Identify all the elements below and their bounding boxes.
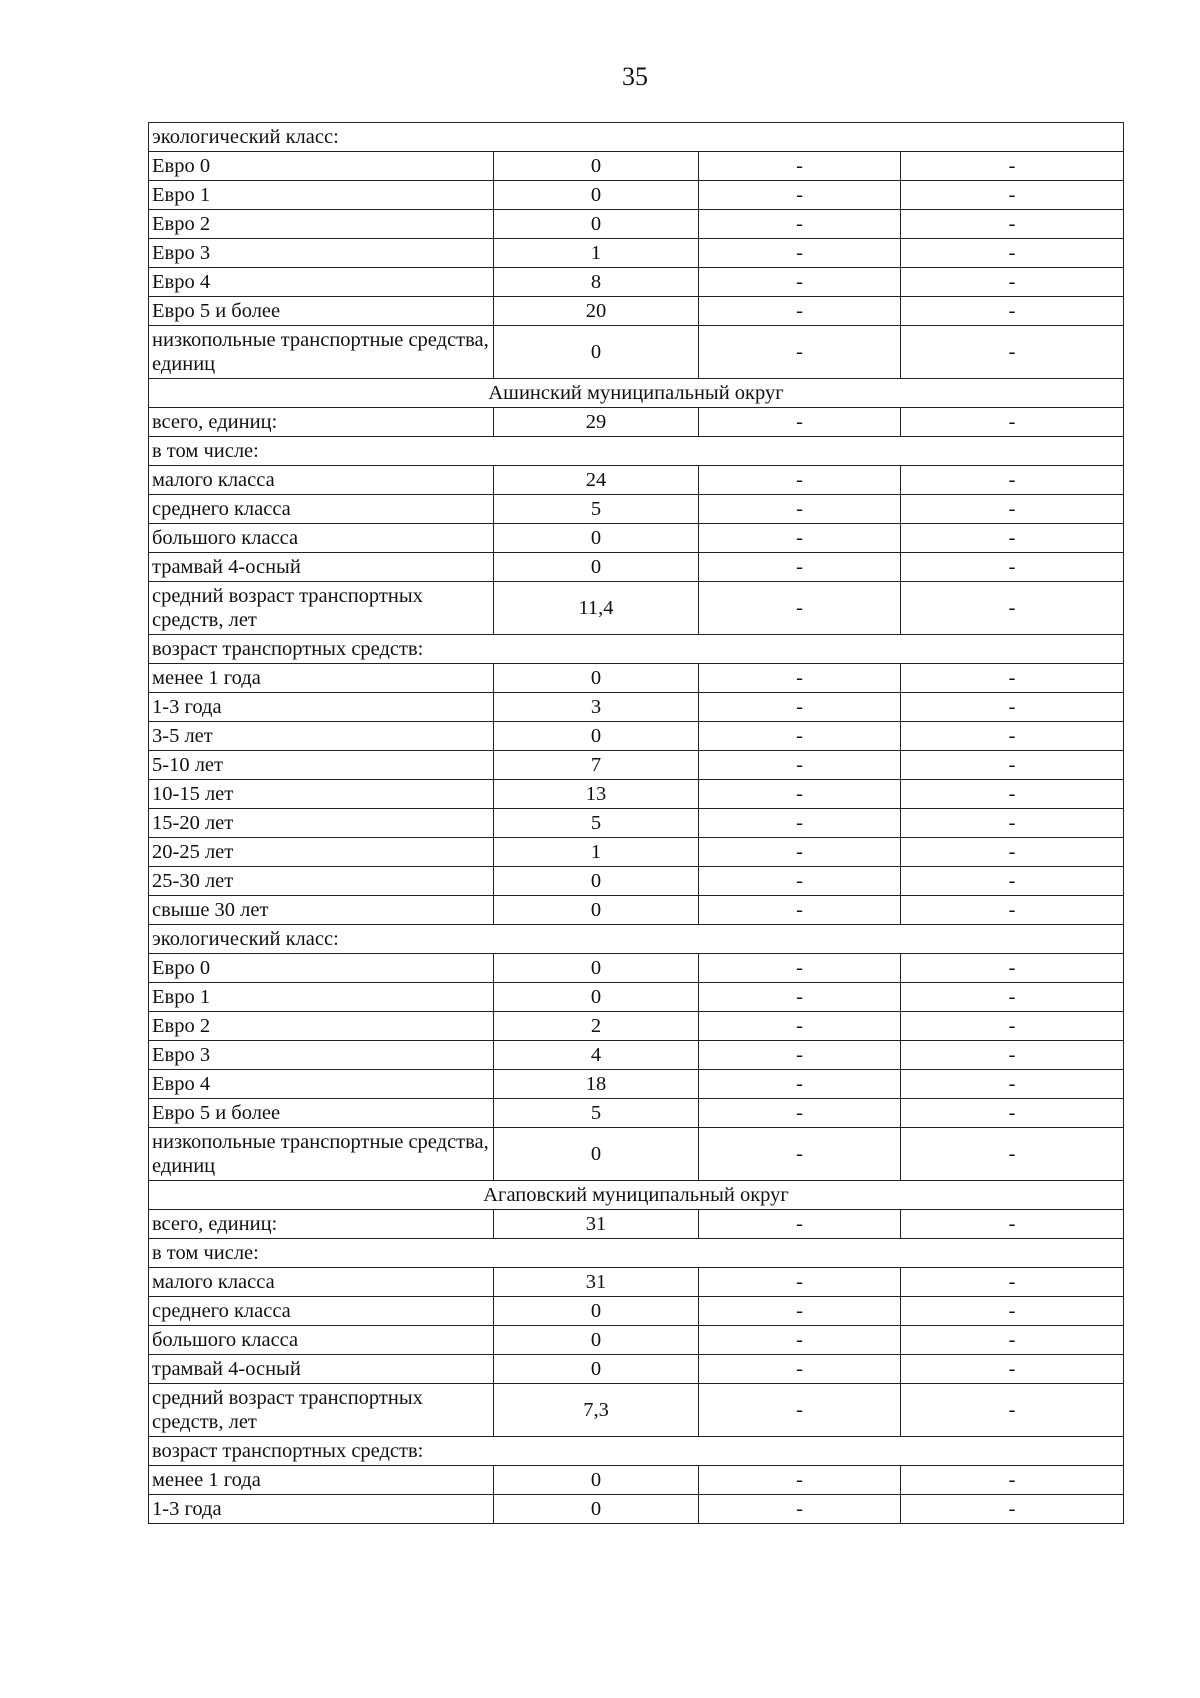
- row-value: 31: [494, 1268, 699, 1297]
- row-value: 29: [494, 408, 699, 437]
- table-row: [149, 1070, 1124, 1099]
- row-value: 7: [494, 751, 699, 780]
- row-col4: -: [901, 1466, 1124, 1495]
- row-col4: -: [901, 268, 1124, 297]
- row-col4: -: [901, 1355, 1124, 1384]
- row-label: средний возраст транспортных средств, лет: [149, 1384, 494, 1437]
- row-col4: -: [901, 1012, 1124, 1041]
- row-col4: -: [901, 582, 1124, 635]
- row-col4: -: [901, 1210, 1124, 1239]
- row-col4: -: [901, 326, 1124, 379]
- table-row: [149, 326, 1124, 379]
- row-label: низкопольные транспортные средства, единиц: [149, 1128, 494, 1181]
- table-row: [149, 809, 1124, 838]
- row-col4: -: [901, 210, 1124, 239]
- section-header-row: [149, 1181, 1124, 1210]
- row-col4: -: [901, 1326, 1124, 1355]
- row-label: среднего класса: [149, 1297, 494, 1326]
- table-row: [149, 1466, 1124, 1495]
- group-label-row: [149, 1437, 1124, 1466]
- row-col4: -: [901, 553, 1124, 582]
- row-col4: -: [901, 466, 1124, 495]
- row-value: 0: [494, 664, 699, 693]
- row-col4: -: [901, 495, 1124, 524]
- row-col3: -: [699, 896, 901, 925]
- row-col3: -: [699, 582, 901, 635]
- row-value: 0: [494, 1355, 699, 1384]
- row-value: 0: [494, 152, 699, 181]
- row-value: 0: [494, 1128, 699, 1181]
- table-row: [149, 1012, 1124, 1041]
- row-value: 5: [494, 1099, 699, 1128]
- table-row: [149, 297, 1124, 326]
- row-value: 7,3: [494, 1384, 699, 1437]
- row-col3: -: [699, 181, 901, 210]
- section-title: Ашинский муниципальный округ: [149, 379, 1124, 408]
- table-row: [149, 1099, 1124, 1128]
- row-col4: -: [901, 896, 1124, 925]
- row-label: 3-5 лет: [149, 722, 494, 751]
- row-value: 0: [494, 983, 699, 1012]
- group-label: в том числе:: [149, 1239, 1124, 1268]
- row-col3: -: [699, 1355, 901, 1384]
- row-value: 5: [494, 809, 699, 838]
- row-col4: -: [901, 1495, 1124, 1524]
- row-col3: -: [699, 1384, 901, 1437]
- table-row: [149, 664, 1124, 693]
- row-col3: -: [699, 780, 901, 809]
- row-value: 0: [494, 181, 699, 210]
- row-col3: -: [699, 809, 901, 838]
- table-body: [149, 123, 1124, 1524]
- table-row: [149, 210, 1124, 239]
- row-label: Евро 0: [149, 954, 494, 983]
- table-row: [149, 1384, 1124, 1437]
- row-col3: -: [699, 1495, 901, 1524]
- row-col4: -: [901, 181, 1124, 210]
- table-row: [149, 751, 1124, 780]
- row-value: 0: [494, 553, 699, 582]
- group-label: в том числе:: [149, 437, 1124, 466]
- row-col3: -: [699, 1268, 901, 1297]
- row-col4: -: [901, 1297, 1124, 1326]
- row-value: 0: [494, 722, 699, 751]
- row-col4: -: [901, 1099, 1124, 1128]
- group-label: экологический класс:: [149, 925, 1124, 954]
- table-row: [149, 1297, 1124, 1326]
- row-label: Евро 4: [149, 1070, 494, 1099]
- row-value: 0: [494, 1495, 699, 1524]
- row-label: Евро 3: [149, 239, 494, 268]
- row-col3: -: [699, 1070, 901, 1099]
- group-label-row: [149, 635, 1124, 664]
- row-col4: -: [901, 751, 1124, 780]
- row-label: малого класса: [149, 466, 494, 495]
- table-row: [149, 408, 1124, 437]
- row-col3: -: [699, 297, 901, 326]
- group-label: экологический класс:: [149, 123, 1124, 152]
- row-col4: -: [901, 838, 1124, 867]
- row-label: Евро 1: [149, 181, 494, 210]
- row-col4: -: [901, 152, 1124, 181]
- row-value: 13: [494, 780, 699, 809]
- group-label: возраст транспортных средств:: [149, 1437, 1124, 1466]
- group-label-row: [149, 925, 1124, 954]
- row-value: 31: [494, 1210, 699, 1239]
- table-row: [149, 152, 1124, 181]
- row-value: 0: [494, 896, 699, 925]
- row-label: среднего класса: [149, 495, 494, 524]
- row-label: 25-30 лет: [149, 867, 494, 896]
- row-value: 0: [494, 1326, 699, 1355]
- row-value: 0: [494, 210, 699, 239]
- row-label: трамвай 4-осный: [149, 1355, 494, 1384]
- row-label: Евро 5 и более: [149, 1099, 494, 1128]
- row-value: 24: [494, 466, 699, 495]
- row-label: большого класса: [149, 524, 494, 553]
- row-col3: -: [699, 1297, 901, 1326]
- row-col3: -: [699, 326, 901, 379]
- row-label: Евро 2: [149, 1012, 494, 1041]
- row-value: 1: [494, 838, 699, 867]
- row-value: 0: [494, 1297, 699, 1326]
- row-value: 18: [494, 1070, 699, 1099]
- row-col4: -: [901, 1041, 1124, 1070]
- row-col4: -: [901, 239, 1124, 268]
- table-row: [149, 780, 1124, 809]
- row-col3: -: [699, 408, 901, 437]
- row-value: 2: [494, 1012, 699, 1041]
- group-label-row: [149, 123, 1124, 152]
- table-row: [149, 693, 1124, 722]
- row-value: 0: [494, 326, 699, 379]
- group-label: возраст транспортных средств:: [149, 635, 1124, 664]
- row-label: свыше 30 лет: [149, 896, 494, 925]
- table-row: [149, 181, 1124, 210]
- row-col3: -: [699, 1041, 901, 1070]
- row-label: 1-3 года: [149, 693, 494, 722]
- table-row: [149, 553, 1124, 582]
- row-value: 3: [494, 693, 699, 722]
- row-col4: -: [901, 780, 1124, 809]
- row-col3: -: [699, 1012, 901, 1041]
- table-row: [149, 954, 1124, 983]
- table-row: [149, 838, 1124, 867]
- table-row: [149, 239, 1124, 268]
- group-label-row: [149, 1239, 1124, 1268]
- row-label: всего, единиц:: [149, 408, 494, 437]
- table-row: [149, 867, 1124, 896]
- row-label: Евро 1: [149, 983, 494, 1012]
- row-value: 20: [494, 297, 699, 326]
- table-row: [149, 1355, 1124, 1384]
- row-col4: -: [901, 1128, 1124, 1181]
- table-row: [149, 896, 1124, 925]
- row-value: 0: [494, 867, 699, 896]
- row-col3: -: [699, 1128, 901, 1181]
- row-col3: -: [699, 867, 901, 896]
- row-value: 4: [494, 1041, 699, 1070]
- row-label: Евро 3: [149, 1041, 494, 1070]
- statistics-table: [148, 122, 1124, 1524]
- row-col4: -: [901, 297, 1124, 326]
- table-row: [149, 1268, 1124, 1297]
- table-row: [149, 983, 1124, 1012]
- row-col3: -: [699, 693, 901, 722]
- page-number: 35: [622, 62, 648, 91]
- table-row: [149, 1495, 1124, 1524]
- row-label: 20-25 лет: [149, 838, 494, 867]
- row-value: 11,4: [494, 582, 699, 635]
- table-row: [149, 1128, 1124, 1181]
- row-col3: -: [699, 1466, 901, 1495]
- table-row: [149, 1326, 1124, 1355]
- table-row: [149, 1210, 1124, 1239]
- row-col4: -: [901, 693, 1124, 722]
- row-label: низкопольные транспортные средства, единиц: [149, 326, 494, 379]
- row-col3: -: [699, 983, 901, 1012]
- row-col3: -: [699, 466, 901, 495]
- row-label: трамвай 4-осный: [149, 553, 494, 582]
- row-label: 1-3 года: [149, 1495, 494, 1524]
- row-col3: -: [699, 1210, 901, 1239]
- row-value: 0: [494, 524, 699, 553]
- row-label: 5-10 лет: [149, 751, 494, 780]
- row-label: 15-20 лет: [149, 809, 494, 838]
- row-col3: -: [699, 664, 901, 693]
- row-label: Евро 0: [149, 152, 494, 181]
- row-col4: -: [901, 1070, 1124, 1099]
- row-col4: -: [901, 867, 1124, 896]
- row-col4: -: [901, 722, 1124, 751]
- row-col4: -: [901, 524, 1124, 553]
- section-header-row: [149, 379, 1124, 408]
- row-label: менее 1 года: [149, 664, 494, 693]
- row-col3: -: [699, 1099, 901, 1128]
- row-col4: -: [901, 408, 1124, 437]
- row-col3: -: [699, 210, 901, 239]
- row-label: всего, единиц:: [149, 1210, 494, 1239]
- row-col3: -: [699, 1326, 901, 1355]
- row-col3: -: [699, 495, 901, 524]
- row-value: 5: [494, 495, 699, 524]
- row-label: Евро 4: [149, 268, 494, 297]
- row-col4: -: [901, 954, 1124, 983]
- row-col3: -: [699, 722, 901, 751]
- row-value: 8: [494, 268, 699, 297]
- row-col3: -: [699, 524, 901, 553]
- table-row: [149, 722, 1124, 751]
- row-col3: -: [699, 239, 901, 268]
- section-title: Агаповский муниципальный округ: [149, 1181, 1124, 1210]
- row-label: средний возраст транспортных средств, лет: [149, 582, 494, 635]
- table-row: [149, 524, 1124, 553]
- row-col4: -: [901, 664, 1124, 693]
- row-label: большого класса: [149, 1326, 494, 1355]
- row-col4: -: [901, 1268, 1124, 1297]
- table-row: [149, 495, 1124, 524]
- row-value: 0: [494, 954, 699, 983]
- row-col4: -: [901, 983, 1124, 1012]
- table-row: [149, 268, 1124, 297]
- row-label: менее 1 года: [149, 1466, 494, 1495]
- row-value: 1: [494, 239, 699, 268]
- row-label: 10-15 лет: [149, 780, 494, 809]
- row-col3: -: [699, 553, 901, 582]
- row-col4: -: [901, 809, 1124, 838]
- row-col4: -: [901, 1384, 1124, 1437]
- table-row: [149, 466, 1124, 495]
- row-label: Евро 5 и более: [149, 297, 494, 326]
- row-col3: -: [699, 268, 901, 297]
- row-col3: -: [699, 152, 901, 181]
- row-col3: -: [699, 954, 901, 983]
- row-label: малого класса: [149, 1268, 494, 1297]
- group-label-row: [149, 437, 1124, 466]
- table-row: [149, 582, 1124, 635]
- row-label: Евро 2: [149, 210, 494, 239]
- table-row: [149, 1041, 1124, 1070]
- row-col3: -: [699, 838, 901, 867]
- row-value: 0: [494, 1466, 699, 1495]
- row-col3: -: [699, 751, 901, 780]
